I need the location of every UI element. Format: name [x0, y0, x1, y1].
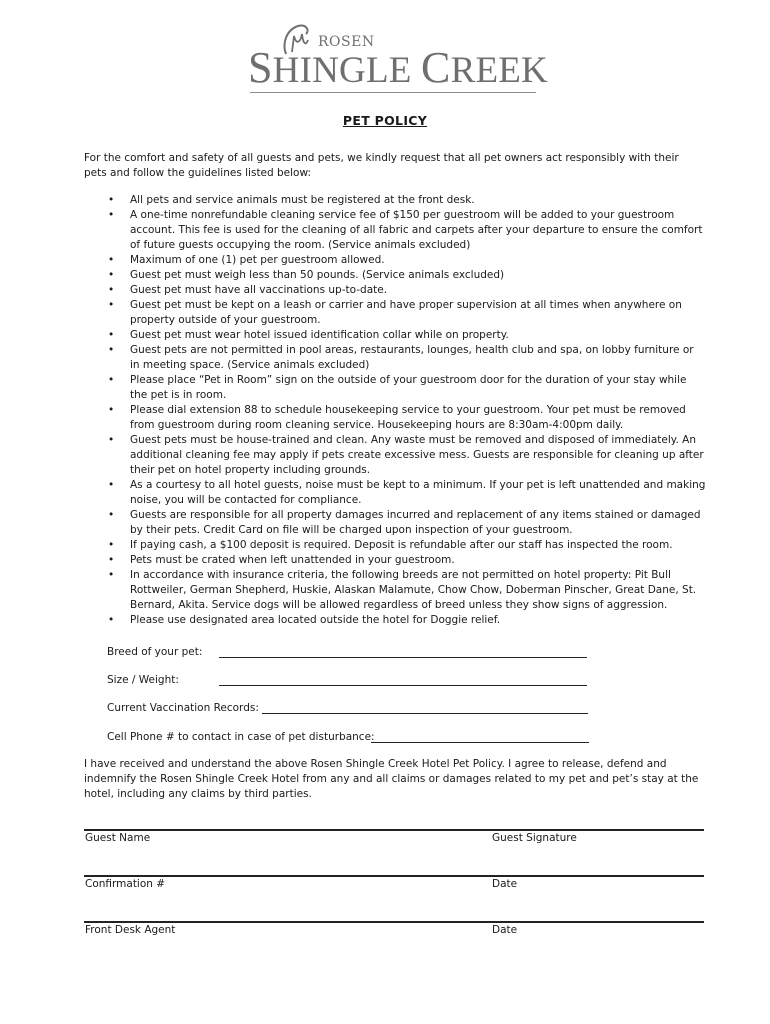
rule-text: Guests are responsible for all property damages incurred and replacement of any items stained or damaged by their pets. Credit Card on file will be charged upon inspection of your guestroom. — [130, 509, 701, 536]
breed-field — [107, 646, 202, 658]
front-desk-agent-label: Front Desk Agent — [85, 924, 176, 936]
size-label: Size / Weight: — [107, 674, 179, 686]
bullet-icon: • — [108, 404, 115, 416]
hotel-logo — [248, 22, 548, 96]
rule-item — [84, 613, 706, 628]
bullet-icon: • — [108, 344, 115, 356]
logo-top-word: ROSEN — [318, 34, 375, 50]
rule-text: If paying cash, a $100 deposit is required. Deposit is refundable after our staff has inspected the room. — [130, 539, 673, 551]
bullet-icon: • — [108, 209, 115, 221]
size-field — [107, 674, 179, 686]
rule-item — [84, 433, 706, 478]
rule-text: All pets and service animals must be registered at the front desk. — [130, 194, 475, 206]
rule-text: Please dial extension 88 to schedule housekeeping service to your guestroom. Your pet must be removed from guestroom during room cleaning service. Housekeeping hours are 8:30am-4:00pm daily. — [130, 404, 686, 431]
bullet-icon: • — [108, 569, 115, 581]
bullet-icon: • — [108, 509, 115, 521]
rule-text: In accordance with insurance criteria, the following breeds are not permitted on hotel property: Pit Bull Rottweiler, German Shepherd, Huskie, Alaskan Malamute, Chow Chow, Doberman Pinscher, Great Dane, St. Bernard, Akita. Service dogs will be allowed regardless of breed unless they show signs of aggression. — [130, 569, 697, 611]
rule-text: Guest pet must weigh less than 50 pounds. (Service animals excluded) — [130, 269, 505, 281]
guest-name-label: Guest Name — [85, 832, 151, 844]
logo-word-2-rest: REEK — [450, 50, 548, 91]
rule-item — [84, 193, 706, 208]
bullet-icon: • — [108, 329, 115, 341]
logo-word-1-initial: S — [248, 43, 273, 92]
policy-rules-list — [84, 193, 706, 628]
date-label-1: Date — [492, 878, 518, 890]
intro-paragraph: For the comfort and safety of all guests and pets, we kindly request that all pet owners act responsibly with their pets and follow the guidelines listed below: — [84, 152, 679, 179]
rule-item — [84, 298, 706, 328]
rule-item — [84, 268, 706, 283]
confirmation-line[interactable] — [84, 875, 704, 877]
rule-item — [84, 328, 706, 343]
page-title: PET POLICY — [342, 113, 428, 128]
rule-text: Guest pet must be kept on a leash or carrier and have proper supervision at all times when anywhere on property outside of your guestroom. — [130, 299, 682, 326]
rule-text: A one-time nonrefundable cleaning service fee of $150 per guestroom will be added to your guestroom account. This fee is used for the cleaning of all fabric and carpets after your departure to ensure the comfort of future guests occupying the room. (Service animals excluded) — [130, 209, 703, 251]
bullet-icon: • — [108, 254, 115, 266]
rule-item — [84, 403, 706, 433]
rule-item — [84, 208, 706, 253]
rule-item — [84, 538, 706, 553]
vaccination-input-line[interactable] — [262, 713, 588, 714]
size-input-line[interactable] — [219, 685, 587, 686]
bullet-icon: • — [108, 479, 115, 491]
rule-text: As a courtesy to all hotel guests, noise must be kept to a minimum. If your pet is left unattended and making noise, you will be contacted for compliance. — [130, 479, 706, 506]
guest-signature-label: Guest Signature — [492, 832, 577, 844]
bullet-icon: • — [108, 299, 115, 311]
vaccination-field — [107, 702, 259, 714]
acknowledgement-paragraph: I have received and understand the above Rosen Shingle Creek Hotel Pet Policy. I agree to release, defend and indemnify the Rosen Shingle Creek Hotel from any and all claims or damages related to my pet and pet’s stay at the hotel, including any claims by third parties. — [84, 758, 699, 800]
logo-word-2-initial: C — [421, 43, 451, 92]
rule-text: Guest pet must wear hotel issued identification collar while on property. — [130, 329, 509, 341]
rule-item — [84, 373, 706, 403]
rule-text: Guest pet must have all vaccinations up-to-date. — [130, 284, 388, 296]
bullet-icon: • — [108, 614, 115, 626]
rule-item — [84, 343, 706, 373]
bullet-icon: • — [108, 554, 115, 566]
logo-main-text — [248, 43, 548, 92]
front-desk-line[interactable] — [84, 921, 704, 923]
rule-item — [84, 568, 706, 613]
rule-text: Please place “Pet in Room” sign on the outside of your guestroom door for the duration of your stay while the pet is in room. — [130, 374, 687, 401]
phone-input-line[interactable] — [371, 742, 589, 743]
rule-item — [84, 283, 706, 298]
rule-item — [84, 253, 706, 268]
rule-text: Pets must be crated when left unattended in your guestroom. — [130, 554, 455, 566]
bullet-icon: • — [108, 269, 115, 281]
rule-text: Maximum of one (1) pet per guestroom allowed. — [130, 254, 385, 266]
rule-item — [84, 553, 706, 568]
rule-text: Please use designated area located outside the hotel for Doggie relief. — [130, 614, 501, 626]
date-label-2: Date — [492, 924, 518, 936]
phone-label: Cell Phone # to contact in case of pet disturbance: — [107, 731, 375, 743]
rule-text: Guest pets are not permitted in pool areas, restaurants, lounges, health club and spa, on lobby furniture or in meeting space. (Service animals excluded) — [130, 344, 694, 371]
rule-item — [84, 508, 706, 538]
vaccination-label: Current Vaccination Records: — [107, 702, 259, 714]
guest-signature-line[interactable] — [84, 829, 704, 831]
confirmation-label: Confirmation # — [85, 878, 166, 890]
breed-input-line[interactable] — [219, 657, 587, 658]
rule-item — [84, 478, 706, 508]
logo-word-1-rest: HINGLE — [272, 50, 412, 91]
bullet-icon: • — [108, 194, 115, 206]
bullet-icon: • — [108, 434, 115, 446]
rule-text: Guest pets must be house-trained and clean. Any waste must be removed and disposed of immediately. An additional cleaning fee may apply if pets create excessive mess. Guests are responsible for cleaning up after their pet on hotel property including grounds. — [130, 434, 704, 476]
bullet-icon: • — [108, 284, 115, 296]
breed-label: Breed of your pet: — [107, 646, 203, 658]
bullet-icon: • — [108, 374, 115, 386]
phone-field — [107, 731, 375, 743]
logo-underline — [250, 92, 536, 93]
bullet-icon: • — [108, 539, 115, 551]
